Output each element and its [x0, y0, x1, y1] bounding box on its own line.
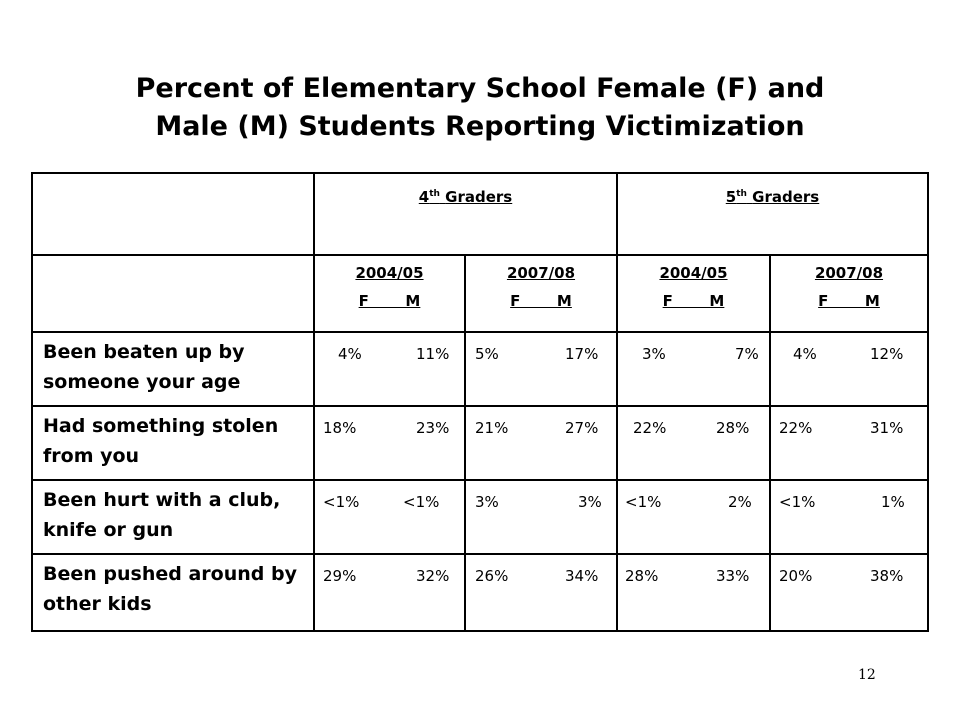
row-divider — [33, 254, 927, 256]
value-male: 2% — [728, 493, 752, 511]
row-label-hurt-weapon: Been hurt with a club, knife or gun — [43, 489, 281, 541]
row-divider — [33, 405, 927, 407]
sex-columns: F M — [818, 292, 880, 310]
value-male: 28% — [716, 419, 750, 437]
value-female: 3% — [642, 345, 666, 363]
row-divider — [33, 479, 927, 481]
value-female: 26% — [475, 567, 509, 585]
ordinal-suffix: th — [736, 189, 747, 199]
group-number: 4 — [418, 188, 430, 206]
value-female: 28% — [625, 567, 659, 585]
period-header — [618, 259, 769, 315]
period-header — [771, 259, 927, 315]
value-male: 12% — [870, 345, 904, 363]
value-female: 21% — [475, 419, 509, 437]
title-line-2: Male (M) Students Reporting Victimization — [155, 111, 805, 142]
row-divider — [33, 553, 927, 555]
sex-columns: F M — [358, 292, 421, 310]
period-year: 2007/08 — [814, 264, 884, 282]
page-number: 12 — [858, 667, 876, 683]
value-female: 4% — [338, 345, 362, 363]
value-female: 22% — [779, 419, 813, 437]
value-male: <1% — [403, 493, 440, 511]
value-female: 20% — [779, 567, 813, 585]
value-female: 29% — [323, 567, 357, 585]
value-female: <1% — [625, 493, 662, 511]
value-male: 38% — [870, 567, 904, 585]
row-label-beaten-up: Been beaten up by someone your age — [43, 341, 245, 393]
value-female: 5% — [475, 345, 499, 363]
value-female: 4% — [793, 345, 817, 363]
value-male: 3% — [578, 493, 602, 511]
sex-columns: F M — [662, 292, 725, 310]
col-divider — [313, 174, 315, 630]
group-header-4th-graders — [315, 188, 616, 206]
value-female: <1% — [779, 493, 816, 511]
value-male: 34% — [565, 567, 599, 585]
period-year: 2004/05 — [355, 264, 424, 282]
group-label: Graders — [752, 188, 820, 206]
row-label-pushed-around: Been pushed around by other kids — [43, 563, 297, 615]
value-male: 31% — [870, 419, 904, 437]
value-male: 17% — [565, 345, 599, 363]
period-header — [315, 259, 464, 315]
value-male: 32% — [416, 567, 450, 585]
col-divider — [616, 174, 618, 630]
title-line-1: Percent of Elementary School Female (F) and — [135, 73, 825, 104]
period-year: 2004/05 — [659, 264, 728, 282]
group-number: 5 — [725, 188, 737, 206]
period-year: 2007/08 — [506, 264, 576, 282]
value-male: 7% — [735, 345, 759, 363]
group-header-5th-graders — [618, 188, 927, 206]
value-male: 23% — [416, 419, 450, 437]
row-divider — [33, 331, 927, 333]
value-female: 18% — [323, 419, 357, 437]
period-header — [466, 259, 616, 315]
slide-title — [0, 70, 960, 146]
value-female: 22% — [633, 419, 667, 437]
ordinal-suffix: th — [429, 189, 440, 199]
victimization-table — [31, 172, 929, 632]
value-male: 11% — [416, 345, 450, 363]
value-male: 27% — [565, 419, 599, 437]
row-label-stolen: Had something stolen from you — [43, 415, 279, 467]
value-male: 33% — [716, 567, 750, 585]
value-female: <1% — [323, 493, 360, 511]
value-male: 1% — [881, 493, 905, 511]
value-female: 3% — [475, 493, 499, 511]
sex-columns: F M — [510, 292, 572, 310]
group-label: Graders — [445, 188, 513, 206]
